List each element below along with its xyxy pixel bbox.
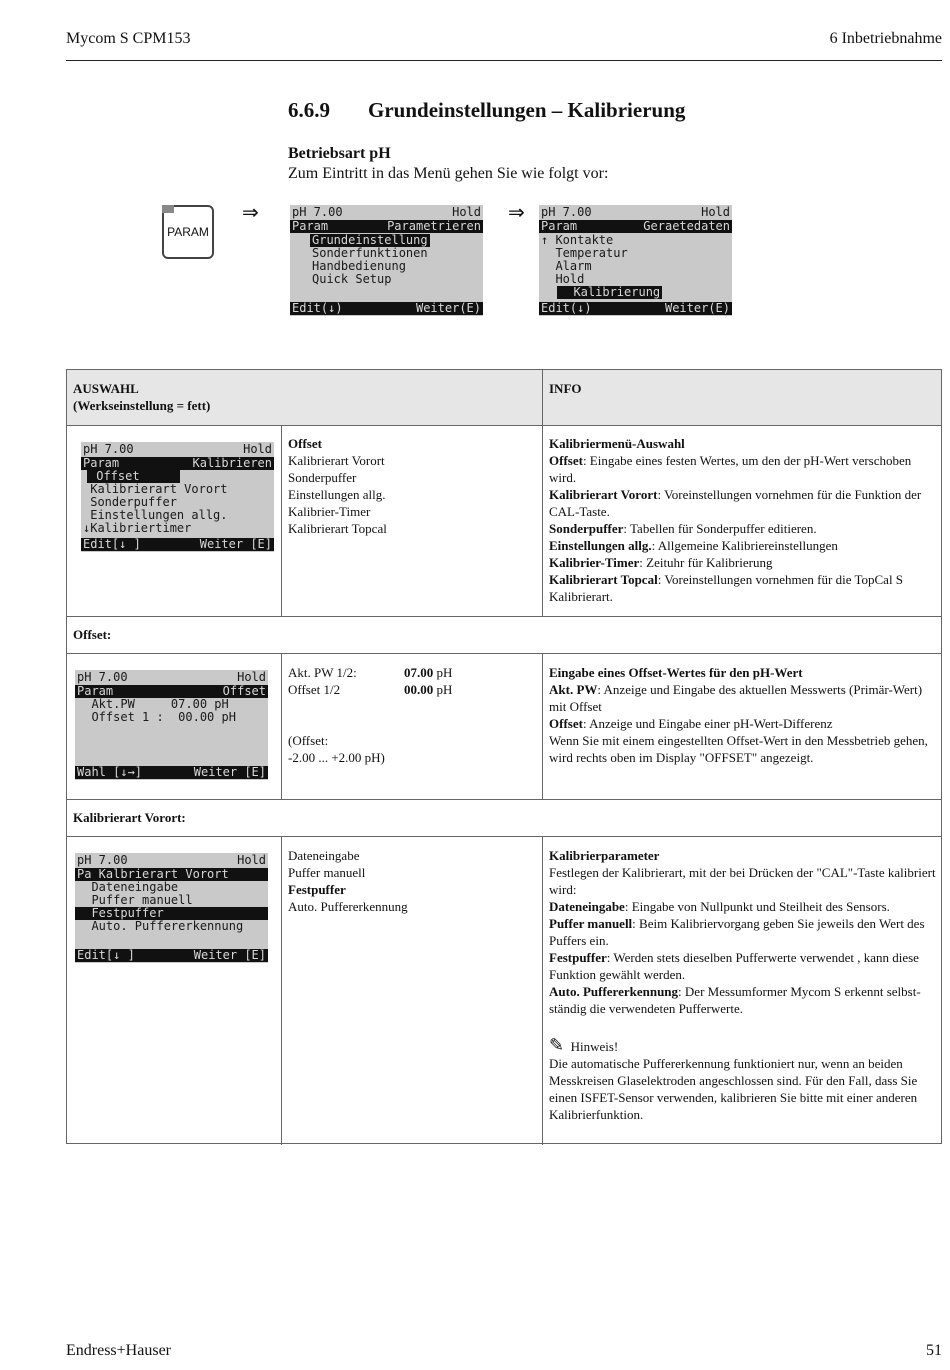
lcd-item: Dateneingabe bbox=[77, 880, 179, 894]
row3-info bbox=[549, 847, 937, 1123]
option: Kalibrier-Timer bbox=[288, 504, 371, 519]
lcd-item: Sonderfunktionen bbox=[312, 246, 428, 260]
hint-text: Die automatische Puffererkennung funktioniert nur, wenn an beiden Messkreisen Glaselektroden angeschlossen sind. Für den Fall, dass Sie einen ISFET-Sensor verwenden, kalibrieren Sie bitte mit einer anderen Kalibrierfunktion. bbox=[549, 1056, 918, 1122]
lcd-item: Kalibrierart Vorort bbox=[83, 482, 228, 496]
offset-range: -2.00 ... +2.00 pH) bbox=[288, 750, 385, 765]
info-line: Sonderpuffer: Tabellen für Sonderpuffer editieren. bbox=[549, 521, 817, 536]
lcd-title-line: Param Geraetedaten bbox=[541, 219, 730, 233]
lcd-item: Grundeinstellung bbox=[312, 233, 428, 247]
lcd-item-selected: Offset bbox=[81, 470, 274, 483]
lcd-status-line: pH 7.00 Hold bbox=[83, 442, 272, 456]
row2-info bbox=[549, 664, 937, 766]
option: Auto. Puffererkennung bbox=[288, 899, 408, 914]
lcd-title-line: Pa Kalbrierart Vorort bbox=[75, 868, 268, 881]
footer-brand: Endress+Hauser bbox=[66, 1342, 171, 1359]
arrow-right-icon: ⇒ bbox=[508, 200, 525, 224]
lcd-item: Temperatur bbox=[541, 246, 628, 260]
option-offset: Offset bbox=[288, 436, 322, 451]
info-title: Eingabe eines Offset-Wertes für den pH-Wert bbox=[549, 665, 803, 680]
row1-options bbox=[288, 435, 387, 537]
info-title: Kalibrierparameter bbox=[549, 848, 660, 863]
lcd-item: Alarm bbox=[541, 259, 592, 273]
pencil-icon: ✎ bbox=[549, 1035, 565, 1056]
lcd-status-line: pH 7.00 Hold bbox=[77, 853, 266, 867]
lcd-vorort-screen bbox=[75, 853, 268, 963]
info-note: Wenn Sie mit einem eingestellten Offset-Wert in den Messbetrieb gehen, wird rechts oben im Display "OFFSET" angezeigt. bbox=[549, 733, 928, 765]
intro-text: Zum Eintritt in das Menü gehen Sie wie folgt vor: bbox=[288, 165, 609, 182]
info-line: Kalibrierart Topcal: Voreinstellungen vornehmen für die TopCal S Kalibrierart. bbox=[549, 572, 904, 604]
info-line: Puffer manuell: Beim Kalibriervorgang geben Sie jeweils den Wert des Puffers ein. bbox=[549, 916, 925, 948]
option: Kalibrierart Vorort bbox=[288, 453, 385, 468]
option: Puffer manuell bbox=[288, 865, 366, 880]
lcd-item: Auto. Puffererkennung bbox=[77, 919, 244, 933]
option: Dateneingabe bbox=[288, 848, 360, 863]
lcd-item-selected: Kalibrierung bbox=[559, 285, 661, 299]
table-rule bbox=[67, 799, 941, 800]
option: Kalibrierart Topcal bbox=[288, 521, 387, 536]
label-kalibrierart-vorort: Kalibrierart Vorort: bbox=[73, 810, 186, 825]
info-line: Auto. Puffererkennung: Der Messumformer Mycom S erkennt selbstständig die verwendeten Pufferwerte. bbox=[549, 984, 921, 1016]
info-title: Kalibriermenü-Auswahl bbox=[549, 436, 685, 451]
row3-options bbox=[288, 847, 408, 915]
lcd-item: Hold bbox=[541, 272, 585, 286]
lcd-item: Quick Setup bbox=[312, 272, 392, 286]
lcd-status-line: pH 7.00 Hold bbox=[77, 670, 266, 684]
lcd-item: ↑ Kontakte bbox=[541, 233, 614, 247]
key-tab bbox=[162, 205, 174, 213]
option-festpuffer: Festpuffer bbox=[288, 882, 346, 897]
lcd-footer-line: Edit[↓ ] Weiter [E] bbox=[83, 537, 272, 551]
lcd-kalibrieren-menu bbox=[81, 442, 274, 552]
subsection-title: Betriebsart pH bbox=[288, 145, 391, 162]
lcd-footer-line: Wahl [↓→] Weiter [E] bbox=[77, 765, 266, 779]
lcd-title-line: Param Offset bbox=[77, 684, 266, 698]
hint-heading: ✎ Hinweis! bbox=[549, 1035, 619, 1056]
section-title bbox=[288, 98, 685, 123]
header-info: INFO bbox=[549, 381, 582, 396]
param-key-icon bbox=[162, 205, 214, 259]
row1-info bbox=[549, 435, 937, 605]
lcd-item: Sonderpuffer bbox=[83, 495, 177, 509]
info-line: Offset: Anzeige und Eingabe einer pH-Wert-Differenz bbox=[549, 716, 833, 731]
table-rule bbox=[67, 653, 941, 654]
table-rule bbox=[281, 653, 282, 799]
table-rule bbox=[67, 616, 941, 617]
lcd-status-line: pH 7.00 Hold bbox=[292, 205, 481, 219]
option: Einstellungen allg. bbox=[288, 487, 386, 502]
lcd-footer-line: Edit(↓) Weiter(E) bbox=[541, 301, 730, 315]
lcd-param-menu bbox=[290, 205, 483, 316]
lcd-item: ↓Kalibriertimer bbox=[83, 521, 192, 535]
param-key-label: PARAM bbox=[167, 225, 209, 239]
lcd-status-line: pH 7.00 Hold bbox=[541, 205, 730, 219]
info-line: Dateneingabe: Eingabe von Nullpunkt und Steilheit des Sensors. bbox=[549, 899, 890, 914]
page-header-right: 6 Inbetriebnahme bbox=[829, 30, 942, 47]
lcd-title-line: Param Kalibrieren bbox=[83, 456, 272, 470]
field-akt-pw: Akt. PW 1/2: 07.00 pH bbox=[288, 665, 453, 680]
info-line: Akt. PW: Anzeige und Eingabe des aktuellen Messwerts (Primär-Wert) mit Offset bbox=[549, 682, 923, 714]
table-rule bbox=[67, 836, 941, 837]
arrow-right-icon: ⇒ bbox=[242, 200, 259, 224]
table-rule bbox=[542, 653, 543, 799]
info-intro: Festlegen der Kalibrierart, mit der bei Drücken der "CAL"-Taste kalibriert wird: bbox=[549, 865, 936, 897]
lcd-item: Einstellungen allg. bbox=[83, 508, 228, 522]
lcd-offset-screen bbox=[75, 670, 268, 780]
header-auswahl: AUSWAHL (Werkseinstellung = fett) bbox=[73, 381, 211, 413]
info-line: Festpuffer: Werden stets dieselben Pufferwerte verwendet , kann diese Funktion gewählt werden. bbox=[549, 950, 919, 982]
settings-table bbox=[66, 369, 942, 1144]
table-rule bbox=[67, 425, 941, 426]
info-line: Einstellungen allg.: Allgemeine Kalibriereinstellungen bbox=[549, 538, 838, 553]
lcd-item-selected: Festpuffer bbox=[75, 907, 268, 920]
table-rule bbox=[542, 370, 543, 616]
option: Sonderpuffer bbox=[288, 470, 357, 485]
lcd-item: Handbedienung bbox=[312, 259, 406, 273]
lcd-geraetedaten-menu bbox=[539, 205, 732, 316]
offset-range: (Offset: bbox=[288, 733, 329, 748]
lcd-item: Puffer manuell bbox=[77, 893, 193, 907]
lcd-footer-line: Edit[↓ ] Weiter [E] bbox=[77, 948, 266, 962]
info-line: Kalibrier-Timer: Zeituhr für Kalibrierung bbox=[549, 555, 773, 570]
section-title-text: Grundeinstellungen – Kalibrierung bbox=[368, 98, 686, 122]
page-header-left: Mycom S CPM153 bbox=[66, 30, 191, 47]
field-offset: Offset 1/2 00.00 pH bbox=[288, 682, 453, 697]
lcd-akt-pw-line: Akt.PW 07.00 pH bbox=[77, 697, 229, 711]
info-line: Kalibrierart Vorort: Voreinstellungen vornehmen für die Funktion der CAL-Taste. bbox=[549, 487, 922, 519]
lcd-footer-line: Edit(↓) Weiter(E) bbox=[292, 301, 481, 315]
info-line: Offset: Eingabe eines festen Wertes, um den der pH-Wert verschoben wird. bbox=[549, 453, 912, 485]
section-number: 6.6.9 bbox=[288, 98, 330, 122]
page-number: 51 bbox=[926, 1342, 942, 1359]
table-rule bbox=[281, 425, 282, 616]
lcd-title-line: Param Parametrieren bbox=[292, 219, 481, 233]
table-rule bbox=[281, 836, 282, 1145]
label-offset: Offset: bbox=[73, 627, 112, 642]
header-rule bbox=[66, 60, 942, 61]
table-rule bbox=[542, 836, 543, 1145]
lcd-offset-line: Offset 1 : 00.00 pH bbox=[77, 710, 236, 724]
row2-fields bbox=[288, 664, 528, 766]
